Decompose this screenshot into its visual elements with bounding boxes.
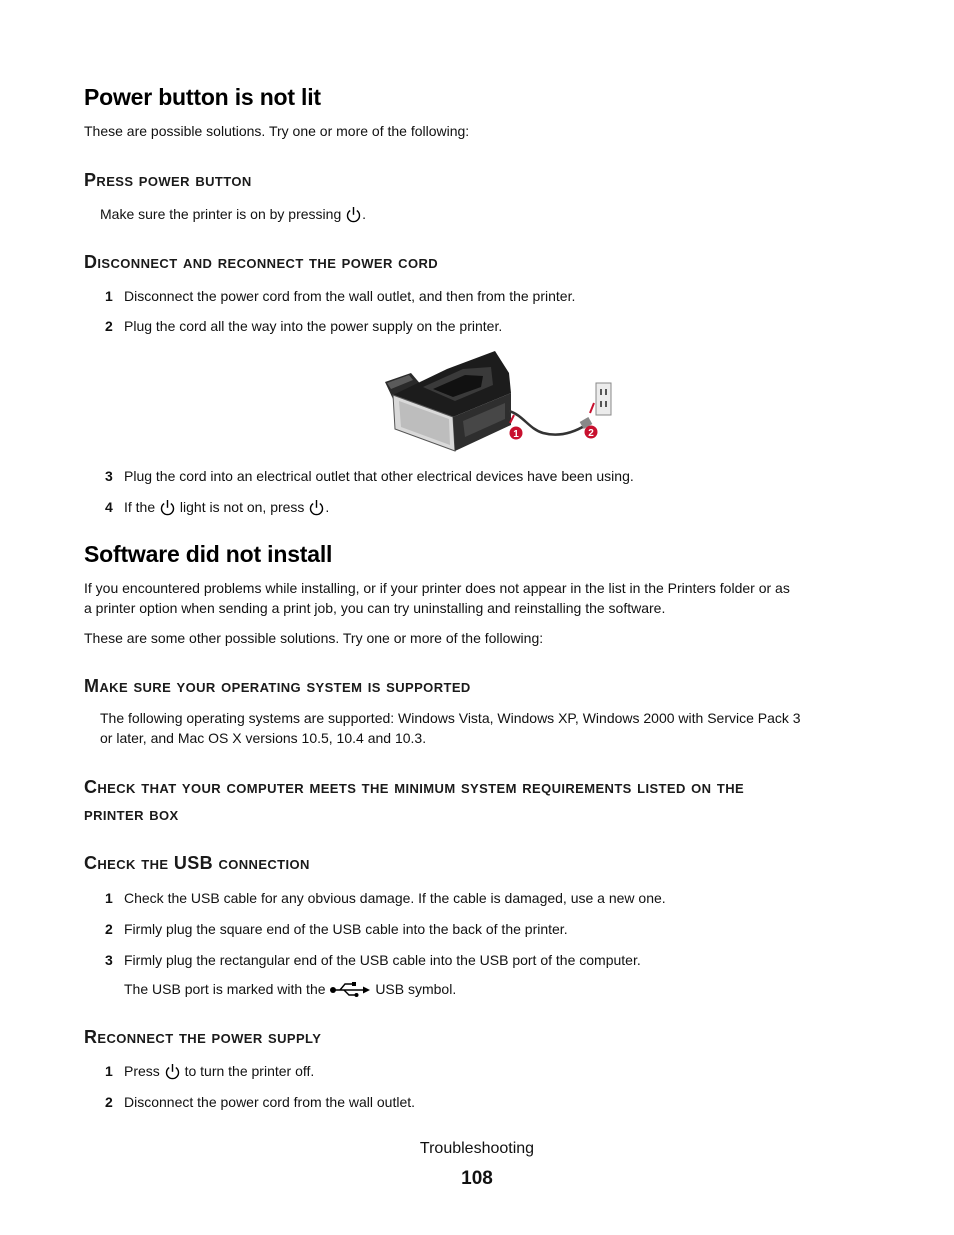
power-icon: [164, 1063, 181, 1080]
step-text-part: light is not on, press: [179, 499, 305, 515]
callout-2-label: 2: [588, 428, 594, 439]
software-intro: These are some other possible solutions. Try one or more of the following:: [84, 630, 544, 646]
arrow-2: [590, 403, 594, 413]
os-body-line: or later, and Mac OS X versions 10.5, 10.4 and 10.3.: [100, 730, 427, 746]
step-text: Plug the cord into an electrical outlet that other electrical devices have been using.: [124, 468, 634, 484]
step-text: Plug the cord all the way into the power supply on the printer.: [124, 318, 503, 334]
heading-system-requirements: Check that your computer meets the minimum system requirements listed on the: [84, 777, 745, 797]
usb-note-text: USB symbol.: [375, 981, 457, 997]
power-intro: These are possible solutions. Try one or more of the following:: [84, 123, 470, 139]
section-title-power: Power button is not lit: [84, 84, 321, 110]
step-number: 3: [105, 468, 113, 484]
callout-1-label: 1: [513, 429, 519, 440]
usb-note-text: The USB port is marked with the: [124, 981, 326, 997]
step-text-part: If the: [124, 499, 156, 515]
step-text: Disconnect the power cord from the wall outlet, and then from the printer.: [124, 288, 576, 304]
outlet-slot: [600, 401, 602, 407]
step-number: 1: [105, 1063, 113, 1079]
outlet-slot: [605, 401, 607, 407]
step-number: 1: [105, 288, 113, 304]
usb-icon: [329, 981, 371, 997]
press-instruction: [100, 205, 366, 223]
software-paragraph-line: a printer option when sending a print job, you can try uninstalling and reinstalling the software.: [84, 600, 666, 616]
page-number: 108: [461, 1168, 493, 1189]
step-text: Check the USB cable for any obvious damage. If the cable is damaged, use a new one.: [124, 890, 666, 906]
press-instruction-end: .: [362, 206, 367, 222]
press-instruction-text: Make sure the printer is on by pressing: [100, 206, 342, 222]
heading-disconnect-power-cord: Disconnect and reconnect the power cord: [84, 252, 439, 272]
heading-press-power-button: Press power button: [84, 170, 252, 190]
heading-system-requirements-cont: printer box: [84, 804, 179, 824]
power-icon: [345, 206, 362, 223]
step-text: Disconnect the power cord from the wall outlet.: [124, 1094, 416, 1110]
heading-os-supported: Make sure your operating system is supported: [84, 676, 471, 696]
step-text-part: to turn the printer off.: [184, 1063, 315, 1079]
step-text: [124, 1062, 314, 1080]
power-icon: [308, 499, 325, 516]
step-number: 2: [105, 318, 113, 334]
section-title-software: Software did not install: [84, 541, 333, 567]
wall-outlet: [596, 383, 611, 415]
step-text: Firmly plug the square end of the USB cable into the back of the printer.: [124, 921, 568, 937]
heading-usb-connection: Check the USB connection: [84, 853, 310, 873]
power-icon: [159, 499, 176, 516]
footer-section-name: Troubleshooting: [419, 1140, 535, 1157]
step-number: 2: [105, 921, 113, 937]
software-paragraph-line: If you encountered problems while installing, or if your printer does not appear in the list in the Printers folder or as: [84, 580, 790, 596]
step-text-part: Press: [124, 1063, 160, 1079]
step-number: 3: [105, 952, 113, 968]
os-body-line: The following operating systems are supported: Windows Vista, Windows XP, Windows 2000 with Service Pack 3: [100, 710, 801, 726]
printer-power-cord-illustration: [383, 349, 615, 454]
printer-power-cord-figure: [383, 349, 615, 454]
usb-port-note: [124, 980, 456, 998]
outlet-slot: [605, 389, 607, 395]
step-number: 1: [105, 890, 113, 906]
step-number: 2: [105, 1094, 113, 1110]
outlet-slot: [600, 389, 602, 395]
heading-reconnect-power-supply: Reconnect the power supply: [84, 1027, 322, 1047]
step-text: Firmly plug the rectangular end of the USB cable into the USB port of the computer.: [124, 952, 641, 968]
step-text-part: .: [325, 499, 330, 515]
step-text: [124, 498, 329, 516]
step-number: 4: [105, 499, 113, 515]
